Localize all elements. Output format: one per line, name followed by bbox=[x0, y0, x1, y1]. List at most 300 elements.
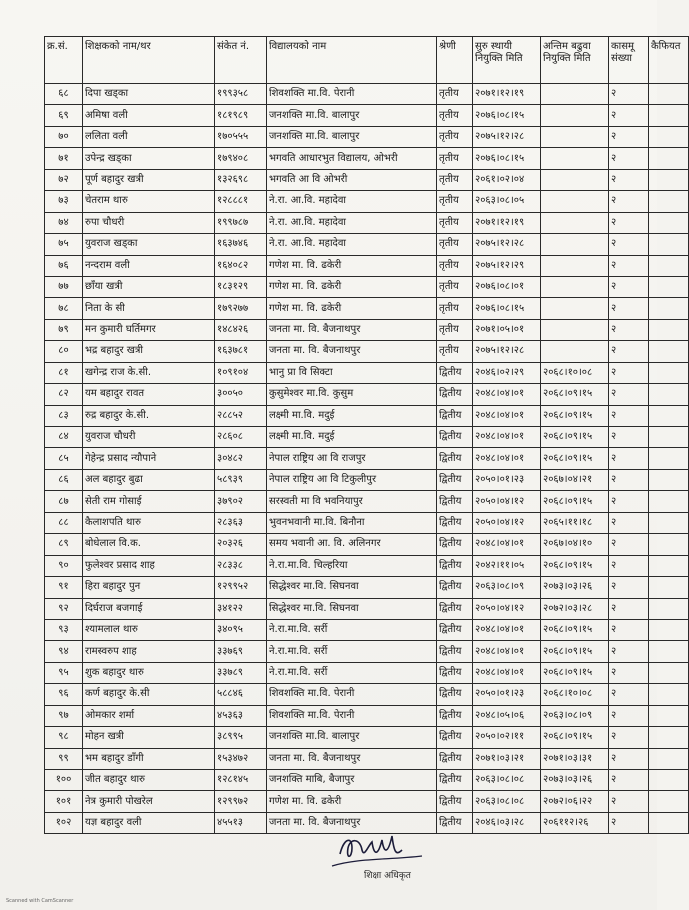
row-count: २ bbox=[609, 512, 649, 533]
signature-underline bbox=[332, 856, 422, 866]
header-promotion: अन्तिम बढुवा नियुक्ति मिति bbox=[541, 37, 609, 84]
row-school-name: ने.रा.मा.वि. सर्री bbox=[267, 619, 437, 640]
row-appointment-date: २०५०।०४।१२ bbox=[473, 512, 541, 533]
row-school-name: नेपाल राष्ट्रिय आ वि टिकुलीपुर bbox=[267, 469, 437, 490]
row-promotion-date: २०६८।०९।१५ bbox=[541, 448, 609, 469]
row-code: ४५३६३ bbox=[215, 705, 267, 726]
header-count: कासमू संख्या bbox=[609, 37, 649, 84]
row-grade: द्वितीय bbox=[437, 448, 473, 469]
row-school-name: समय भवानी आ. वि. अलिनगर bbox=[267, 534, 437, 555]
header-grade: श्रेणी bbox=[437, 37, 473, 84]
row-school-name: जनशक्ति माबि, बैजापुर bbox=[267, 770, 437, 791]
row-appointment-date: २०४६।०२।२९ bbox=[473, 362, 541, 383]
row-sn: ९१ bbox=[45, 577, 83, 598]
row-school-name: शिवशक्ति मा.वि. पेरानी bbox=[267, 684, 437, 705]
row-teacher-name: मोहन खत्री bbox=[83, 727, 215, 748]
row-sn: ९८ bbox=[45, 727, 83, 748]
row-sn: ७८ bbox=[45, 298, 83, 319]
row-school-name: कुसुमेश्वर मा.वि. कुसुम bbox=[267, 384, 437, 405]
row-promotion-date bbox=[541, 341, 609, 362]
row-remark bbox=[649, 662, 689, 683]
row-promotion-date bbox=[541, 191, 609, 212]
row-teacher-name: निता के सी bbox=[83, 298, 215, 319]
row-sn: ७७ bbox=[45, 276, 83, 297]
row-sn: ८५ bbox=[45, 448, 83, 469]
row-remark bbox=[649, 791, 689, 812]
row-school-name: जनशक्ति मा.वि. बालापुर bbox=[267, 126, 437, 147]
row-sn: ७६ bbox=[45, 255, 83, 276]
row-remark bbox=[649, 534, 689, 555]
row-appointment-date: २०७५।१२।२८ bbox=[473, 126, 541, 147]
row-sn: ८२ bbox=[45, 384, 83, 405]
row-promotion-date bbox=[541, 276, 609, 297]
row-school-name: शिवशक्ति मा.वि. पेरानी bbox=[267, 705, 437, 726]
row-remark bbox=[649, 448, 689, 469]
teacher-roster-table bbox=[44, 36, 689, 834]
header-sn: क्र.सं. bbox=[45, 37, 83, 84]
row-count: २ bbox=[609, 191, 649, 212]
row-school-name: सरस्वती मा वि भवनियापुर bbox=[267, 491, 437, 512]
row-remark bbox=[649, 276, 689, 297]
row-code: २८३३८ bbox=[215, 555, 267, 576]
row-appointment-date: २०७६।०८।१५ bbox=[473, 298, 541, 319]
row-grade: द्वितीय bbox=[437, 362, 473, 383]
table-row bbox=[45, 234, 689, 255]
row-grade: तृतीय bbox=[437, 148, 473, 169]
row-grade: द्वितीय bbox=[437, 555, 473, 576]
row-grade: द्वितीय bbox=[437, 705, 473, 726]
row-grade: द्वितीय bbox=[437, 598, 473, 619]
row-promotion-date bbox=[541, 148, 609, 169]
row-sn: ८३ bbox=[45, 405, 83, 426]
row-appointment-date: २०७१।१२।१९ bbox=[473, 84, 541, 105]
row-code: १३२६९८ bbox=[215, 169, 267, 190]
row-teacher-name: खगेन्द्र राज के.सी. bbox=[83, 362, 215, 383]
row-count: २ bbox=[609, 619, 649, 640]
row-promotion-date: २०६८।०९।१५ bbox=[541, 727, 609, 748]
row-sn: ७० bbox=[45, 126, 83, 147]
table-row bbox=[45, 148, 689, 169]
row-grade: द्वितीय bbox=[437, 684, 473, 705]
table-row bbox=[45, 770, 689, 791]
row-grade: तृतीय bbox=[437, 276, 473, 297]
row-appointment-date: २०७१।०५।०१ bbox=[473, 319, 541, 340]
row-count: २ bbox=[609, 534, 649, 555]
row-code: १६३७४६ bbox=[215, 234, 267, 255]
row-teacher-name: युवराज चौधरी bbox=[83, 427, 215, 448]
row-sn: ९७ bbox=[45, 705, 83, 726]
row-grade: द्वितीय bbox=[437, 662, 473, 683]
row-grade: तृतीय bbox=[437, 169, 473, 190]
row-sn: १०१ bbox=[45, 791, 83, 812]
signature-scribble bbox=[340, 836, 402, 856]
row-appointment-date: २०५०।०१।२३ bbox=[473, 469, 541, 490]
row-promotion-date bbox=[541, 212, 609, 233]
row-count: २ bbox=[609, 405, 649, 426]
row-count: २ bbox=[609, 448, 649, 469]
row-school-name: भानु प्रा वि सिक्टा bbox=[267, 362, 437, 383]
row-count: २ bbox=[609, 319, 649, 340]
table-row bbox=[45, 577, 689, 598]
row-school-name: जनशक्ति मा.वि. बालापुर bbox=[267, 727, 437, 748]
row-code: १२९९५२ bbox=[215, 577, 267, 598]
row-school-name: सिद्धेश्वर मा.वि. सिघनवा bbox=[267, 598, 437, 619]
row-sn: १०० bbox=[45, 770, 83, 791]
row-code: १९९३५८ bbox=[215, 84, 267, 105]
row-appointment-date: २०६३।०८।०५ bbox=[473, 191, 541, 212]
row-promotion-date: २०६५।११।१८ bbox=[541, 512, 609, 533]
row-teacher-name: उपेन्द्र खड्का bbox=[83, 148, 215, 169]
row-promotion-date: २०७२।०६।२२ bbox=[541, 791, 609, 812]
row-count: २ bbox=[609, 748, 649, 769]
row-code: ४५५१३ bbox=[215, 812, 267, 833]
row-code: १९९७८७ bbox=[215, 212, 267, 233]
row-count: २ bbox=[609, 791, 649, 812]
row-appointment-date: २०४८।०४।०१ bbox=[473, 448, 541, 469]
row-grade: तृतीय bbox=[437, 234, 473, 255]
table-row bbox=[45, 598, 689, 619]
row-teacher-name: दिपा खड्का bbox=[83, 84, 215, 105]
row-school-name: गणेश मा. वि. ढकेरी bbox=[267, 255, 437, 276]
row-remark bbox=[649, 748, 689, 769]
row-remark bbox=[649, 812, 689, 833]
row-grade: तृतीय bbox=[437, 255, 473, 276]
row-sn: ९५ bbox=[45, 662, 83, 683]
row-grade: तृतीय bbox=[437, 105, 473, 126]
row-code: १८३१२९ bbox=[215, 276, 267, 297]
row-grade: द्वितीय bbox=[437, 491, 473, 512]
row-promotion-date: २०६३।०८।०९ bbox=[541, 705, 609, 726]
row-appointment-date: २०६३।०८।०८ bbox=[473, 791, 541, 812]
row-promotion-date: २०६८।०९।१५ bbox=[541, 619, 609, 640]
row-grade: द्वितीय bbox=[437, 791, 473, 812]
row-remark bbox=[649, 126, 689, 147]
row-count: २ bbox=[609, 276, 649, 297]
row-school-name: ने.रा. आ.वि. महादेवा bbox=[267, 234, 437, 255]
row-teacher-name: ललिता वली bbox=[83, 126, 215, 147]
table-row bbox=[45, 512, 689, 533]
row-teacher-name: ओमकार शर्मा bbox=[83, 705, 215, 726]
row-grade: द्वितीय bbox=[437, 384, 473, 405]
table-row bbox=[45, 276, 689, 297]
row-appointment-date: २०५०।०१।२३ bbox=[473, 684, 541, 705]
row-sn: ९२ bbox=[45, 598, 83, 619]
row-teacher-name: जीत बहादुर थारु bbox=[83, 770, 215, 791]
row-school-name: लक्ष्मी मा.वि. मदुई bbox=[267, 427, 437, 448]
row-count: २ bbox=[609, 84, 649, 105]
header-code: संकेत नं. bbox=[215, 37, 267, 84]
row-count: २ bbox=[609, 105, 649, 126]
row-remark bbox=[649, 191, 689, 212]
row-code: २८३६३ bbox=[215, 512, 267, 533]
row-code: १२८१४५ bbox=[215, 770, 267, 791]
row-sn: ७४ bbox=[45, 212, 83, 233]
table-row bbox=[45, 619, 689, 640]
signature-stamp bbox=[318, 826, 438, 886]
row-remark bbox=[649, 405, 689, 426]
row-count: २ bbox=[609, 148, 649, 169]
row-grade: द्वितीय bbox=[437, 405, 473, 426]
row-promotion-date: २०६८।०९।१५ bbox=[541, 384, 609, 405]
row-code: १७९२७७ bbox=[215, 298, 267, 319]
row-appointment-date: २०५०।०४।१२ bbox=[473, 598, 541, 619]
row-teacher-name: रुद्र बहादुर के.सी. bbox=[83, 405, 215, 426]
row-remark bbox=[649, 341, 689, 362]
row-sn: ८६ bbox=[45, 469, 83, 490]
row-teacher-name: नन्दराम वली bbox=[83, 255, 215, 276]
row-school-name: भगवति आधारभुत विद्यालय, ओभरी bbox=[267, 148, 437, 169]
row-count: २ bbox=[609, 598, 649, 619]
row-sn: ८९ bbox=[45, 534, 83, 555]
row-school-name: गणेश मा. वि. ढकेरी bbox=[267, 791, 437, 812]
header-name: शिक्षकको नाम/थर bbox=[83, 37, 215, 84]
row-school-name: जनता मा. वि. बैजनाथपुर bbox=[267, 748, 437, 769]
row-count: २ bbox=[609, 384, 649, 405]
table-row bbox=[45, 319, 689, 340]
row-promotion-date: २०७२।०३।२८ bbox=[541, 598, 609, 619]
row-school-name: ने.रा.मा.वि. सर्री bbox=[267, 641, 437, 662]
row-school-name: ने.रा. आ.वि. महादेवा bbox=[267, 191, 437, 212]
row-school-name: जनता मा. वि. बैजनाथपुर bbox=[267, 341, 437, 362]
row-count: २ bbox=[609, 491, 649, 512]
row-teacher-name: गेहेन्द्र प्रसाद न्यौपाने bbox=[83, 448, 215, 469]
row-promotion-date: २०६७।०४।१० bbox=[541, 534, 609, 555]
row-count: २ bbox=[609, 555, 649, 576]
row-count: २ bbox=[609, 362, 649, 383]
row-promotion-date: २०६८।१०।०८ bbox=[541, 684, 609, 705]
row-teacher-name: हिरा बहादुर पुन bbox=[83, 577, 215, 598]
row-sn: ८८ bbox=[45, 512, 83, 533]
row-appointment-date: २०४८।०४।०१ bbox=[473, 427, 541, 448]
row-sn: ९० bbox=[45, 555, 83, 576]
row-grade: तृतीय bbox=[437, 191, 473, 212]
row-grade: द्वितीय bbox=[437, 512, 473, 533]
row-promotion-date bbox=[541, 298, 609, 319]
row-school-name: सिद्धेश्वर मा.वि. सिघनवा bbox=[267, 577, 437, 598]
row-teacher-name: छाँया खत्री bbox=[83, 276, 215, 297]
row-school-name: ने.रा.मा.वि. चिल्हरिया bbox=[267, 555, 437, 576]
row-grade: तृतीय bbox=[437, 298, 473, 319]
row-teacher-name: भद्र बहादुर खत्री bbox=[83, 341, 215, 362]
row-grade: तृतीय bbox=[437, 126, 473, 147]
row-code: ५८९३९ bbox=[215, 469, 267, 490]
table-row bbox=[45, 169, 689, 190]
row-teacher-name: यज्ञ बहादुर वली bbox=[83, 812, 215, 833]
row-promotion-date: २०६८।०९।१५ bbox=[541, 405, 609, 426]
row-code: ३३७६९ bbox=[215, 641, 267, 662]
table-row bbox=[45, 684, 689, 705]
row-remark bbox=[649, 619, 689, 640]
table-row bbox=[45, 341, 689, 362]
row-promotion-date: २०६८।०९।१५ bbox=[541, 555, 609, 576]
row-promotion-date: २०६८।०९।१५ bbox=[541, 427, 609, 448]
row-appointment-date: २०७५।१२।२८ bbox=[473, 234, 541, 255]
row-appointment-date: २०७६।०८।०१ bbox=[473, 276, 541, 297]
table-row bbox=[45, 191, 689, 212]
row-grade: द्वितीय bbox=[437, 534, 473, 555]
row-school-name: शिवशक्ति मा.वि. पेरानी bbox=[267, 84, 437, 105]
row-code: १५३४७२ bbox=[215, 748, 267, 769]
table-row bbox=[45, 491, 689, 512]
row-remark bbox=[649, 148, 689, 169]
row-teacher-name: अमिषा वली bbox=[83, 105, 215, 126]
scanner-watermark: Scanned with CamScanner bbox=[6, 898, 74, 904]
row-teacher-name: रुपा चौधरी bbox=[83, 212, 215, 233]
row-appointment-date: २०६१।०२।०४ bbox=[473, 169, 541, 190]
row-promotion-date bbox=[541, 169, 609, 190]
row-school-name: गणेश मा. वि. ढकेरी bbox=[267, 298, 437, 319]
row-promotion-date: २०७३।०३।२६ bbox=[541, 577, 609, 598]
row-teacher-name: युवराज खड्का bbox=[83, 234, 215, 255]
table-row bbox=[45, 126, 689, 147]
row-grade: द्वितीय bbox=[437, 427, 473, 448]
row-sn: ९६ bbox=[45, 684, 83, 705]
row-promotion-date: २०६७।०४।२१ bbox=[541, 469, 609, 490]
row-remark bbox=[649, 491, 689, 512]
row-grade: द्वितीय bbox=[437, 748, 473, 769]
row-teacher-name: बोधेलाल वि.क. bbox=[83, 534, 215, 555]
row-code: ३०४८२ bbox=[215, 448, 267, 469]
row-remark bbox=[649, 641, 689, 662]
row-count: २ bbox=[609, 770, 649, 791]
row-grade: द्वितीय bbox=[437, 641, 473, 662]
row-code: ३८९९५ bbox=[215, 727, 267, 748]
row-school-name: भगवति आ वि ओभरी bbox=[267, 169, 437, 190]
row-appointment-date: २०५०।०२।११ bbox=[473, 727, 541, 748]
row-remark bbox=[649, 362, 689, 383]
row-promotion-date bbox=[541, 255, 609, 276]
row-teacher-name: कैलाशपति थारु bbox=[83, 512, 215, 533]
row-teacher-name: कर्ण बहादुर के.सी bbox=[83, 684, 215, 705]
table-row bbox=[45, 791, 689, 812]
row-sn: ६९ bbox=[45, 105, 83, 126]
row-count: २ bbox=[609, 684, 649, 705]
row-code: १२९९७२ bbox=[215, 791, 267, 812]
row-school-name: भुवनभवानी मा.वि. बिनौना bbox=[267, 512, 437, 533]
table-row bbox=[45, 362, 689, 383]
row-code: १०९१०४ bbox=[215, 362, 267, 383]
row-appointment-date: २०७५।१२।२९ bbox=[473, 255, 541, 276]
row-school-name: गणेश मा. वि. ढकेरी bbox=[267, 276, 437, 297]
row-appointment-date: २०४६।०३।२८ bbox=[473, 812, 541, 833]
table-row bbox=[45, 748, 689, 769]
table-row bbox=[45, 662, 689, 683]
row-grade: द्वितीय bbox=[437, 812, 473, 833]
row-teacher-name: सेती राम गोसाई bbox=[83, 491, 215, 512]
row-promotion-date: २०७१।०३।३१ bbox=[541, 748, 609, 769]
row-teacher-name: श्यामलाल थारु bbox=[83, 619, 215, 640]
table-row bbox=[45, 384, 689, 405]
row-count: २ bbox=[609, 727, 649, 748]
row-teacher-name: शुक बहादुर थारु bbox=[83, 662, 215, 683]
row-remark bbox=[649, 727, 689, 748]
row-remark bbox=[649, 512, 689, 533]
row-school-name: ने.रा.मा.वि. सर्री bbox=[267, 662, 437, 683]
row-teacher-name: भम बहादुर डाँगी bbox=[83, 748, 215, 769]
header-school: विद्यालयको नाम bbox=[267, 37, 437, 84]
row-grade: तृतीय bbox=[437, 84, 473, 105]
row-sn: ९९ bbox=[45, 748, 83, 769]
row-promotion-date bbox=[541, 105, 609, 126]
row-appointment-date: २०४८।०४।०१ bbox=[473, 641, 541, 662]
row-grade: द्वितीय bbox=[437, 770, 473, 791]
table-row bbox=[45, 255, 689, 276]
row-remark bbox=[649, 705, 689, 726]
row-remark bbox=[649, 255, 689, 276]
row-promotion-date: २०६११२।२६ bbox=[541, 812, 609, 833]
row-teacher-name: रामस्वरुप शाह bbox=[83, 641, 215, 662]
row-grade: द्वितीय bbox=[437, 577, 473, 598]
table-row bbox=[45, 405, 689, 426]
table-row bbox=[45, 555, 689, 576]
row-count: २ bbox=[609, 427, 649, 448]
table-row bbox=[45, 84, 689, 105]
row-sn: ८७ bbox=[45, 491, 83, 512]
row-sn: ९३ bbox=[45, 619, 83, 640]
row-code: ३७९०२ bbox=[215, 491, 267, 512]
row-teacher-name: नेत्र कुमारी पोखरेल bbox=[83, 791, 215, 812]
row-appointment-date: २०७५।१२।२८ bbox=[473, 341, 541, 362]
row-promotion-date: २०६८।०९।१५ bbox=[541, 641, 609, 662]
row-grade: तृतीय bbox=[437, 319, 473, 340]
row-count: २ bbox=[609, 298, 649, 319]
row-code: १६४०८२ bbox=[215, 255, 267, 276]
row-promotion-date: २०६८।०९।१५ bbox=[541, 662, 609, 683]
table-row bbox=[45, 469, 689, 490]
row-code: १४८४२६ bbox=[215, 319, 267, 340]
table-row bbox=[45, 448, 689, 469]
row-sn: ९४ bbox=[45, 641, 83, 662]
header-appointment: सुरु स्थायी नियुक्ति मिति bbox=[473, 37, 541, 84]
row-teacher-name: चेतराम थारु bbox=[83, 191, 215, 212]
row-appointment-date: २०४८।०४।०१ bbox=[473, 619, 541, 640]
row-appointment-date: २०७१।१२।१९ bbox=[473, 212, 541, 233]
row-remark bbox=[649, 169, 689, 190]
table-body bbox=[45, 84, 689, 834]
row-promotion-date: २०६८।१०।०८ bbox=[541, 362, 609, 383]
row-appointment-date: २०४८।०४।०१ bbox=[473, 384, 541, 405]
table-row bbox=[45, 641, 689, 662]
row-code: ५८८४६ bbox=[215, 684, 267, 705]
row-teacher-name: यम बहादुर रावत bbox=[83, 384, 215, 405]
row-count: २ bbox=[609, 641, 649, 662]
row-count: २ bbox=[609, 212, 649, 233]
row-code: ३४०९५ bbox=[215, 619, 267, 640]
row-remark bbox=[649, 770, 689, 791]
row-remark bbox=[649, 105, 689, 126]
row-code: १२८८८१ bbox=[215, 191, 267, 212]
row-sn: ७५ bbox=[45, 234, 83, 255]
row-count: २ bbox=[609, 234, 649, 255]
row-code: ३३७८९ bbox=[215, 662, 267, 683]
table-row bbox=[45, 298, 689, 319]
row-count: २ bbox=[609, 662, 649, 683]
row-appointment-date: २०६३।०८।०८ bbox=[473, 770, 541, 791]
row-remark bbox=[649, 234, 689, 255]
row-sn: ७२ bbox=[45, 169, 83, 190]
row-grade: तृतीय bbox=[437, 212, 473, 233]
row-teacher-name: अल बहादुर बुढा bbox=[83, 469, 215, 490]
row-school-name: ने.रा. आ.वि. महादेवा bbox=[267, 212, 437, 233]
row-count: २ bbox=[609, 255, 649, 276]
row-appointment-date: २०५०।०४।१२ bbox=[473, 491, 541, 512]
row-sn: ७९ bbox=[45, 319, 83, 340]
row-school-name: जनशक्ति मा.वि. बालापुर bbox=[267, 105, 437, 126]
row-promotion-date bbox=[541, 126, 609, 147]
row-sn: ६८ bbox=[45, 84, 83, 105]
row-sn: १०२ bbox=[45, 812, 83, 833]
row-appointment-date: २०७६।०८।१५ bbox=[473, 105, 541, 126]
